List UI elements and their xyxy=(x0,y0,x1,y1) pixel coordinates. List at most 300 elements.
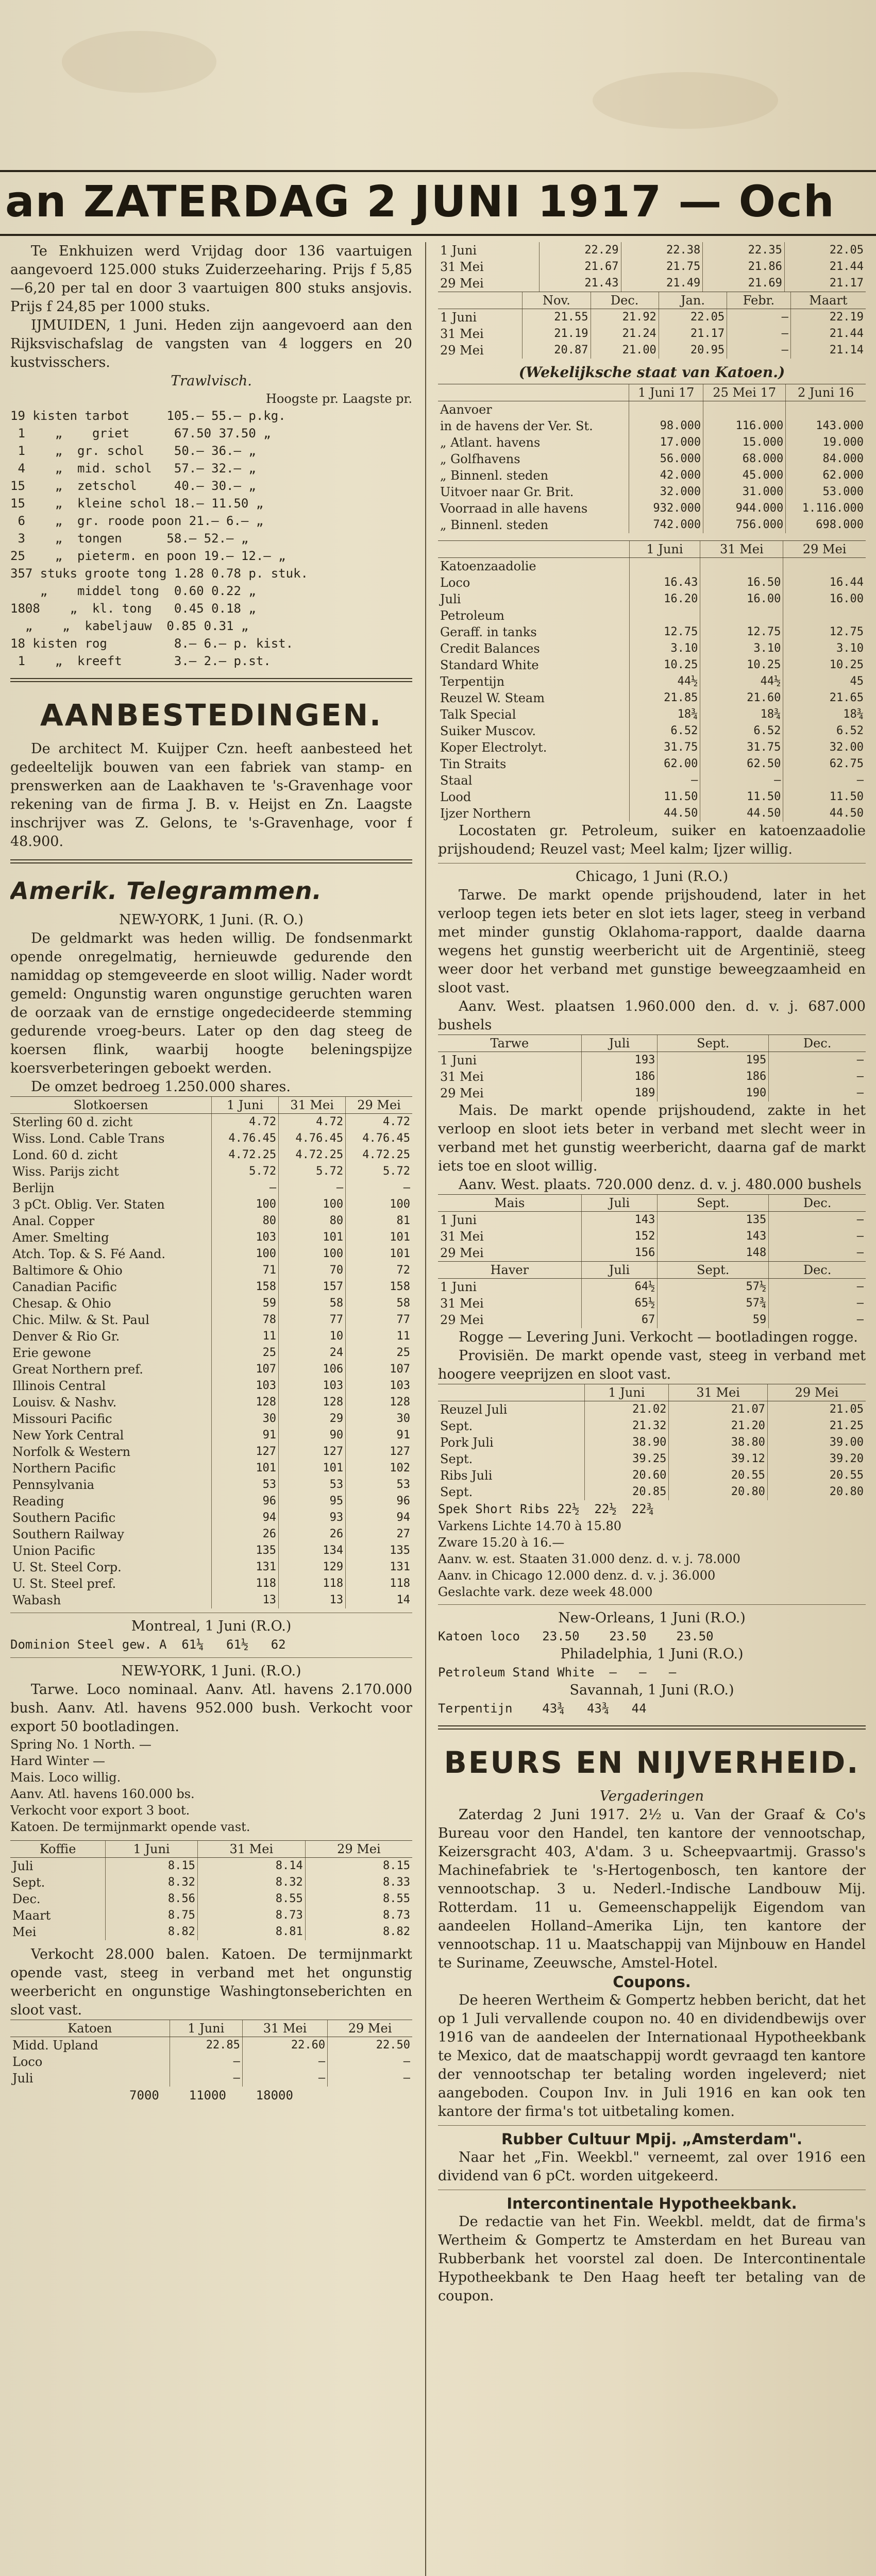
stock-row-value: 103 xyxy=(212,1378,279,1394)
tarwe-row-label: 29 Mei xyxy=(440,1086,484,1100)
reuzel-row-value: 38.90 xyxy=(584,1434,669,1451)
market-row-label: Staal xyxy=(440,773,473,788)
stock-row-label: Anal. Copper xyxy=(12,1214,95,1228)
fish-row: 6 „ gr. roode poon 21.— 6.— „ xyxy=(10,514,264,528)
stock-row xyxy=(10,1163,412,1180)
katoen-stat-row-value: 742.000 xyxy=(629,517,703,533)
katoen-stat-row-value: 944.000 xyxy=(703,500,786,517)
mais-row-value: 143 xyxy=(581,1212,658,1229)
neworleans-dateline: New-Orleans, 1 Juni (R.O.) xyxy=(558,1610,746,1626)
haver-row-value: 57½ xyxy=(658,1279,769,1296)
reuzel-row-label: Ribs Juli xyxy=(440,1468,493,1483)
reuzel-row-value: 21.05 xyxy=(767,1401,866,1418)
katoen-stat-row-label: Uitvoer naar Gr. Brit. xyxy=(440,485,574,499)
futures-row xyxy=(438,259,866,275)
market-row-value: 10.25 xyxy=(700,657,783,673)
stock-row-value: 100 xyxy=(212,1196,279,1213)
futures-header-cell: Jan. xyxy=(659,292,727,309)
stock-row-label: Illinois Central xyxy=(12,1379,106,1393)
stock-row-value: 10 xyxy=(279,1328,346,1345)
futures-row-value: — xyxy=(727,342,791,359)
fish-intro: Te Enkhuizen werd Vrijdag door 136 vaartuigen aangevoerd 125.000 stuks Zuiderzeeharing. Prijs f 5,85—6,20 per tal en door 3 vaartuigen 800 stuks ansjovis. Prijs f 24,85 per 1000 stuks. xyxy=(10,243,412,315)
katoen-table-body xyxy=(10,2037,412,2087)
reuzel-header-cell: 29 Mei xyxy=(767,1384,866,1401)
market-row xyxy=(438,789,866,805)
paper-stain xyxy=(62,31,216,93)
katoen-stat-row-value: 143.000 xyxy=(786,418,866,434)
katoen-row-value: — xyxy=(328,2054,412,2070)
katoen-row-value: — xyxy=(170,2070,242,2087)
stock-row-label: Berlijn xyxy=(12,1181,55,1195)
mais-row-label: 31 Mei xyxy=(440,1229,484,1244)
katoen-stat-row-label: „ Binnenl. steden xyxy=(440,468,549,483)
mais-row xyxy=(438,1212,866,1229)
fish-price-list xyxy=(10,407,412,670)
koffie-row-value: 8.81 xyxy=(197,1924,305,1940)
stock-row-value: 4.72.25 xyxy=(279,1147,346,1163)
market-row-value: 44.50 xyxy=(783,805,866,822)
market-row-value: 3.10 xyxy=(700,640,783,657)
stock-row-label: Missouri Pacific xyxy=(12,1412,112,1426)
fish-row: 1 „ griet 67.50 37.50 „ xyxy=(10,426,271,440)
reuzel-row-value: 20.85 xyxy=(584,1484,669,1500)
tarwe-row-value: — xyxy=(769,1069,866,1085)
koffie-row-label: Juli xyxy=(12,1859,33,1873)
stock-header-cell: Slotkoersen xyxy=(10,1097,212,1114)
katoen-row-value: 22.50 xyxy=(328,2037,412,2054)
haver-row-value: 64½ xyxy=(581,1279,658,1296)
mais-line: Katoen. De termijnmarkt opende vast. xyxy=(10,1820,250,1834)
varkens-line: Zware 15.20 à 16.— xyxy=(438,1535,565,1550)
stock-row xyxy=(10,1378,412,1394)
intercont-heading: Intercontinentale Hypotheekbank. xyxy=(507,2195,797,2212)
reuzel-row-label: Sept. xyxy=(440,1452,473,1466)
reuzel-row-value: 39.20 xyxy=(767,1451,866,1467)
stock-row-value: 4.72 xyxy=(346,1114,412,1131)
futures-row-label: 31 Mei xyxy=(440,327,484,341)
market-row-label: Terpentijn xyxy=(440,674,505,689)
stock-row-value: 127 xyxy=(279,1444,346,1460)
rubber-text: Naar het „Fin. Weekbl." verneemt, zal over 1916 een dividend van 6 pCt. worden uitgekeerd. xyxy=(438,2149,866,2184)
katoen-stat-row-value xyxy=(786,401,866,418)
market-row xyxy=(438,607,866,624)
katoen-stat-row xyxy=(438,517,866,533)
rubber-heading: Rubber Cultuur Mpij. „Amsterdam". xyxy=(501,2130,803,2148)
koffie-row-label: Mei xyxy=(12,1925,37,1939)
aanbestedingen-heading: AANBESTEDINGEN. xyxy=(40,698,383,733)
futures-row-value: 22.35 xyxy=(703,242,785,259)
futures-row xyxy=(438,242,866,259)
market-row-value: 21.85 xyxy=(629,690,700,706)
haver-row-value: 65½ xyxy=(581,1295,658,1312)
reuzel-row-label: Reuzel Juli xyxy=(440,1402,508,1417)
stock-row xyxy=(10,1213,412,1229)
reuzel-row-value: 20.80 xyxy=(669,1484,768,1500)
stock-row-label: U. St. Steel pref. xyxy=(12,1577,116,1591)
ny-report: De geldmarkt was heden willig. De fondsenmarkt opende onregelmatig, hernieuwde gedurende den namiddag op stemgeveerde en sloot willig. Nader wordt gemeld: Ongunstig waren ongunstige geruchten waren de oorzaak van de ernstige ongedecideerde stemming gedurende vroeg-beurs. Later op den dag steeg de koersen flink, waarbij hoogte beleningspijze koersverbeteringen geboekt werden. xyxy=(10,930,412,1076)
stock-row-label: U. St. Steel Corp. xyxy=(12,1560,122,1574)
stock-row-value: 96 xyxy=(346,1493,412,1510)
katoen-stat-header xyxy=(438,384,866,401)
market-row xyxy=(438,624,866,640)
haver-header-cell: Dec. xyxy=(769,1262,866,1279)
mais-table xyxy=(438,1194,866,1261)
reuzel-header xyxy=(438,1384,866,1401)
market-row-label: Suiker Muscov. xyxy=(440,724,536,738)
futures-row xyxy=(438,275,866,292)
katoen-stat-header-cell: 1 Juni 17 xyxy=(629,384,703,401)
market-header-cell: 1 Juni xyxy=(629,541,700,558)
reuzel-row-value: 39.00 xyxy=(767,1434,866,1451)
mais-row xyxy=(438,1245,866,1261)
futures-row-value: 21.43 xyxy=(539,275,621,292)
koffie-row-value: 8.55 xyxy=(305,1891,412,1907)
stock-row-value: 26 xyxy=(212,1526,279,1543)
stock-row-value: 127 xyxy=(212,1444,279,1460)
stock-row-value: — xyxy=(279,1180,346,1196)
stock-row-value: 11 xyxy=(212,1328,279,1345)
stock-row-label: Atch. Top. & S. Fé Aand. xyxy=(12,1247,166,1261)
katoen-stat-body xyxy=(438,401,866,534)
fish-row: 357 stuks groote tong 1.28 0.78 p. stuk. xyxy=(10,566,308,581)
market-row-value: 11.50 xyxy=(700,789,783,805)
futures-row-value: 21.00 xyxy=(591,342,659,359)
fish-row: 25 „ pieterm. en poon 19.— 12.— „ xyxy=(10,549,286,563)
katoen-futures-body xyxy=(438,242,866,292)
stock-row-value: 96 xyxy=(212,1493,279,1510)
tarwe-header xyxy=(438,1035,866,1052)
haver-table xyxy=(438,1261,866,1328)
market-row-value: 12.75 xyxy=(629,624,700,640)
stock-row-value: 24 xyxy=(279,1345,346,1361)
reuzel-row-value: 21.02 xyxy=(584,1401,669,1418)
market-row-value: 32.00 xyxy=(783,739,866,756)
stock-row-value: 80 xyxy=(279,1213,346,1229)
haver-header-cell: Juli xyxy=(581,1262,658,1279)
koffie-row-label: Sept. xyxy=(12,1875,45,1890)
futures-header-cell: Febr. xyxy=(727,292,791,309)
stock-row-value: 103 xyxy=(346,1378,412,1394)
montreal-dateline: Montreal, 1 Juni (R.O.) xyxy=(131,1618,292,1634)
column-divider xyxy=(425,242,426,2576)
katoen-row xyxy=(10,2037,412,2054)
stock-row-value: 91 xyxy=(212,1427,279,1444)
stock-row-value: 94 xyxy=(346,1510,412,1526)
market-row-value: 44.50 xyxy=(700,805,783,822)
market-row-value: 10.25 xyxy=(783,657,866,673)
katoen-header-cell: 29 Mei xyxy=(328,2020,412,2037)
varkens-line: Geslachte vark. deze week 48.000 xyxy=(438,1585,653,1599)
market-row xyxy=(438,739,866,756)
koffie-header-cell: 29 Mei xyxy=(305,1841,412,1858)
haver-row-label: 1 Juni xyxy=(440,1280,477,1294)
katoen-stat-row-value: 45.000 xyxy=(703,467,786,484)
futures-row-value: 21.14 xyxy=(790,342,866,359)
market-row-value: 18¾ xyxy=(700,706,783,723)
stock-row xyxy=(10,1493,412,1510)
futures-row-value: 21.17 xyxy=(784,275,866,292)
market-row xyxy=(438,756,866,772)
stock-row xyxy=(10,1147,412,1163)
tarwe-row-value: 186 xyxy=(581,1069,658,1085)
mais-line: Verkocht voor export 3 boot. xyxy=(10,1803,190,1818)
stock-row-value: 78 xyxy=(212,1312,279,1328)
futures-row-value: 21.19 xyxy=(523,326,591,342)
reuzel-row-value: 21.07 xyxy=(669,1401,768,1418)
reuzel-row-label: Sept. xyxy=(440,1419,473,1433)
fish-row: 1808 „ kl. tong 0.45 0.18 „ xyxy=(10,601,256,616)
tarwe-header-cell: Dec. xyxy=(769,1035,866,1052)
futures-row-value: 21.86 xyxy=(703,259,785,275)
fish-row: 15 „ kleine schol 18.— 11.50 „ xyxy=(10,496,264,511)
katoen-stat-row-label: „ Binnenl. steden xyxy=(440,518,549,532)
koffie-row-value: 8.73 xyxy=(197,1907,305,1924)
katoen-row xyxy=(10,2070,412,2087)
market-body xyxy=(438,558,866,822)
stock-row-value: 103 xyxy=(212,1229,279,1246)
divider xyxy=(10,1657,412,1658)
stock-row-value: 100 xyxy=(346,1196,412,1213)
stock-row-value: 106 xyxy=(279,1361,346,1378)
stock-row xyxy=(10,1279,412,1295)
market-row-value: 62.00 xyxy=(629,756,700,772)
stock-row-value: 127 xyxy=(346,1444,412,1460)
futures-row-value: 20.87 xyxy=(523,342,591,359)
stock-row-value: 100 xyxy=(212,1246,279,1262)
katoen-last-line: 7000 11000 18000 xyxy=(129,2088,293,2103)
stock-row-label: Erie gewone xyxy=(12,1346,91,1360)
koffie-row-value: 8.14 xyxy=(197,1858,305,1875)
tarwe-row xyxy=(438,1069,866,1085)
stock-row-value: 107 xyxy=(212,1361,279,1378)
tarwe-table xyxy=(438,1035,866,1101)
stock-row-value: — xyxy=(212,1180,279,1196)
stock-table-body xyxy=(10,1114,412,1609)
stock-row-value: 128 xyxy=(279,1394,346,1411)
stock-row-value: 4.72 xyxy=(279,1114,346,1131)
aanbestedingen-text: De architect M. Kuijper Czn. heeft aanbesteed het gedeeltelijk bouwen van een fabriek van stamp- en prenswerken aan de Laakhaven te 's-Gravenhage voor rekening van de firma J. B. v. Heijst en Zn. Laagste inschrijver was Z. Gelons, te 's-Gravenhage, voor f 48.900. xyxy=(10,741,412,850)
reuzel-row xyxy=(438,1451,866,1467)
stock-row-value: 13 xyxy=(279,1592,346,1608)
stock-row-value: 71 xyxy=(212,1262,279,1279)
tarwe-report: Tarwe. Loco nominaal. Aanv. Atl. havens 2.170.000 bush. Aanv. Atl. havens 952.000 bush. Verkocht voor export 50 bootladingen. xyxy=(10,1682,412,1735)
fish-row: 19 kisten tarbot 105.— 55.— p.kg. xyxy=(10,409,286,423)
reuzel-row xyxy=(438,1401,866,1418)
tarwe-row xyxy=(438,1085,866,1101)
katoen-row-label: Juli xyxy=(12,2071,33,2086)
katoen-table xyxy=(10,2020,412,2087)
stock-row-value: 101 xyxy=(212,1460,279,1477)
market-row-value: 16.43 xyxy=(629,574,700,591)
katoen-stat-row-label: Aanvoer xyxy=(440,402,492,417)
reuzel-header-cell xyxy=(438,1384,584,1401)
katoen-stat-row-value: 42.000 xyxy=(629,467,703,484)
stock-row-value: 91 xyxy=(346,1427,412,1444)
reuzel-row-value: 20.60 xyxy=(584,1467,669,1484)
provisien-report: Provisiën. De markt opende vast, steeg in verband met hoogere veeprijzen en sloot vast. xyxy=(438,1348,866,1382)
stock-row-value: 27 xyxy=(346,1526,412,1543)
mais-row-value: — xyxy=(769,1212,866,1229)
haver-header-cell: Haver xyxy=(438,1262,581,1279)
fish-ijmuiden: IJMUIDEN, 1 Juni. Heden zijn aangevoerd aan den Rijksvischafslag de vangsten van 4 loggers en 20 kustvisschers. xyxy=(10,317,412,370)
mais-report: Mais. De markt opende prijshoudend, zakte in het verloop en sloot iets beter in verband met slecht weer in verband met het gunstig weerbericht, daarna gaf de markt iets toe en sloot willig. xyxy=(438,1103,866,1174)
stock-row-label: Union Pacific xyxy=(12,1544,95,1558)
tarwe-row-value: 190 xyxy=(658,1085,769,1101)
market-row-value: 44.50 xyxy=(629,805,700,822)
stock-row-value: 131 xyxy=(346,1559,412,1575)
stock-row-value: 14 xyxy=(346,1592,412,1608)
katoen-futures-table xyxy=(438,242,866,292)
futures-row-value: 21.67 xyxy=(539,259,621,275)
coupons-text: De heeren Wertheim & Gompertz hebben bericht, dat het op 1 Juli vervallende coupon no. 40 en dividendbewijs over 1916 van de aandeelen der Internationaal Hypotheekbank te Mexico, dat de maatschappij wordt gevraagd ten kantore der vennootschap ter betaling worden ingeleverd; niet aangeboden. Coupon Inv. in Juli 1916 en kan ook ten kantore der firma's tot uitbetaling komen. xyxy=(438,1992,866,2120)
stock-row-value: 134 xyxy=(279,1543,346,1559)
chicago-aanvoer: Aanv. West. plaatsen 1.960.000 den. d. v. j. 687.000 bushels xyxy=(438,998,866,1033)
stock-row-value: 80 xyxy=(212,1213,279,1229)
stock-row-value: 26 xyxy=(279,1526,346,1543)
stock-table-header xyxy=(10,1097,412,1114)
stock-row-value: 135 xyxy=(212,1543,279,1559)
katoen-stat-row xyxy=(438,401,866,418)
stock-row-value: 128 xyxy=(212,1394,279,1411)
market-row xyxy=(438,772,866,789)
futures-row-label: 29 Mei xyxy=(440,343,484,358)
telegrams-heading: Amerik. Telegrammen. xyxy=(10,877,322,905)
market-row-value: 16.44 xyxy=(783,574,866,591)
haver-header-cell: Sept. xyxy=(658,1262,769,1279)
reuzel-row xyxy=(438,1434,866,1451)
market-header xyxy=(438,541,866,558)
market-row xyxy=(438,640,866,657)
market-row xyxy=(438,574,866,591)
chicago-report: Tarwe. De markt opende prijshoudend, later in het verloop tegen iets beter en slot iets lager, steeg in verband met minder gunstig Oklahoma-rapport, daalde daarna wegens het gunstig weerbericht uit de Argentinië, steeg weer door het verband met gunstige beweegzaamheid en sloot vast. xyxy=(438,887,866,996)
market-row-value: 12.75 xyxy=(700,624,783,640)
stock-row xyxy=(10,1559,412,1575)
market-row-value: 18¾ xyxy=(629,706,700,723)
futures-row-value: 21.44 xyxy=(790,326,866,342)
katoen-stat-row-value: 98.000 xyxy=(629,418,703,434)
market-row-label: Lood xyxy=(440,790,471,804)
stock-row-value: 13 xyxy=(212,1592,279,1608)
koffie-row xyxy=(10,1907,412,1924)
reuzel-row-value: 38.80 xyxy=(669,1434,768,1451)
stock-row-value: 4.76.45 xyxy=(212,1130,279,1147)
market-row-value: 6.52 xyxy=(700,723,783,739)
koffie-row-label: Dec. xyxy=(12,1892,41,1906)
market-row xyxy=(438,591,866,607)
mais-row-value: 143 xyxy=(658,1228,769,1245)
katoen-stat-row-value: 68.000 xyxy=(703,451,786,467)
stock-row-label: Chesap. & Ohio xyxy=(12,1296,111,1311)
paper-top-margin xyxy=(0,0,876,165)
market-row xyxy=(438,690,866,706)
tarwe-header-cell: Juli xyxy=(581,1035,658,1052)
haver-row-value: 57¾ xyxy=(658,1295,769,1312)
section-divider xyxy=(10,678,412,682)
market-row-value xyxy=(700,607,783,624)
market-row-value: 31.75 xyxy=(629,739,700,756)
market-row-value xyxy=(629,607,700,624)
katoen-stat-row-value xyxy=(703,401,786,418)
fish-row: 3 „ tongen 58.— 52.— „ xyxy=(10,531,249,546)
stock-row-value: 5.72 xyxy=(279,1163,346,1180)
divider xyxy=(438,1604,866,1605)
koffie-row-value: 8.82 xyxy=(106,1924,198,1940)
market-row-value xyxy=(783,607,866,624)
stock-row-value: 53 xyxy=(212,1477,279,1493)
stock-row-value: 118 xyxy=(279,1575,346,1592)
katoen-stat-row-label: Voorraad in alle havens xyxy=(440,501,588,516)
fish-row: 4 „ mid. schol 57.— 32.— „ xyxy=(10,461,256,476)
futures-row-value: 22.05 xyxy=(659,309,727,326)
fish-column-header: Hoogste pr. Laagste pr. xyxy=(266,392,412,406)
stock-row-label: Southern Railway xyxy=(12,1527,124,1541)
mais-row-value: 152 xyxy=(581,1228,658,1245)
tarwe-row-value: 195 xyxy=(658,1052,769,1069)
market-row-label: Koper Electrolyt. xyxy=(440,740,547,755)
futures-row-value: 21.75 xyxy=(621,259,703,275)
divider xyxy=(438,2125,866,2126)
haver-row-value: — xyxy=(769,1312,866,1328)
stock-row xyxy=(10,1180,412,1196)
katoen-report: Verkocht 28.000 balen. Katoen. De termijnmarkt opende vast, steeg in verband met het ongunstig weerbericht en ongunstige Washingtonseberichten en sloot vast. xyxy=(10,1946,412,2018)
market-row-label: Juli xyxy=(440,592,461,606)
futures-body xyxy=(438,309,866,359)
katoen-stat-row-label: „ Atlant. havens xyxy=(440,435,541,450)
stock-row xyxy=(10,1575,412,1592)
market-row-label: Loco xyxy=(440,575,470,590)
tarwe-body xyxy=(438,1052,866,1102)
market-row-value: 44½ xyxy=(700,673,783,690)
katoen-row-value: — xyxy=(170,2054,242,2070)
katoen-stat-title: (Wekelijksche staat van Katoen.) xyxy=(518,364,785,381)
market-row-label: Geraff. in tanks xyxy=(440,625,537,639)
tarwe-row-label: 1 Juni xyxy=(440,1053,477,1067)
mais-row-value: — xyxy=(769,1245,866,1261)
futures-row-label: 1 Juni xyxy=(440,310,477,325)
koffie-row-value: 8.15 xyxy=(106,1858,198,1875)
market-header-cell: 29 Mei xyxy=(783,541,866,558)
stock-row-value: 131 xyxy=(212,1559,279,1575)
stock-row-value: 4.76.45 xyxy=(346,1130,412,1147)
ny-volume: De omzet bedroeg 1.250.000 shares. xyxy=(31,1079,291,1095)
market-row-value xyxy=(783,558,866,575)
reuzel-row-value: 39.12 xyxy=(669,1451,768,1467)
stock-row xyxy=(10,1130,412,1147)
stock-row-value: 53 xyxy=(279,1477,346,1493)
katoen-stat-row-value: 17.000 xyxy=(629,434,703,451)
stock-row-value: 128 xyxy=(346,1394,412,1411)
stock-row-value: 90 xyxy=(279,1427,346,1444)
mais-body xyxy=(438,1212,866,1262)
futures-row-value: 22.38 xyxy=(621,242,703,259)
stock-row xyxy=(10,1394,412,1411)
stock-row xyxy=(10,1246,412,1262)
futures-row-value: 21.17 xyxy=(659,326,727,342)
fish-row: 1 „ gr. schol 50.— 36.— „ xyxy=(10,444,256,458)
montreal-line: Dominion Steel gew. A 61¼ 61½ 62 xyxy=(10,1637,286,1652)
reuzel-row xyxy=(438,1484,866,1500)
stock-row xyxy=(10,1460,412,1477)
stock-row-value: 101 xyxy=(346,1229,412,1246)
mais-aanvoer: Aanv. West. plaats. 720.000 denz. d. v. j. 480.000 bushels xyxy=(459,1177,862,1193)
stock-row-value: 158 xyxy=(212,1279,279,1295)
katoen-stat-row-value: 15.000 xyxy=(703,434,786,451)
stock-row-label: Great Northern pref. xyxy=(12,1362,143,1377)
right-column xyxy=(438,242,866,2576)
reuzel-row xyxy=(438,1418,866,1434)
futures-header xyxy=(438,292,866,309)
koffie-row-value: 8.55 xyxy=(197,1891,305,1907)
